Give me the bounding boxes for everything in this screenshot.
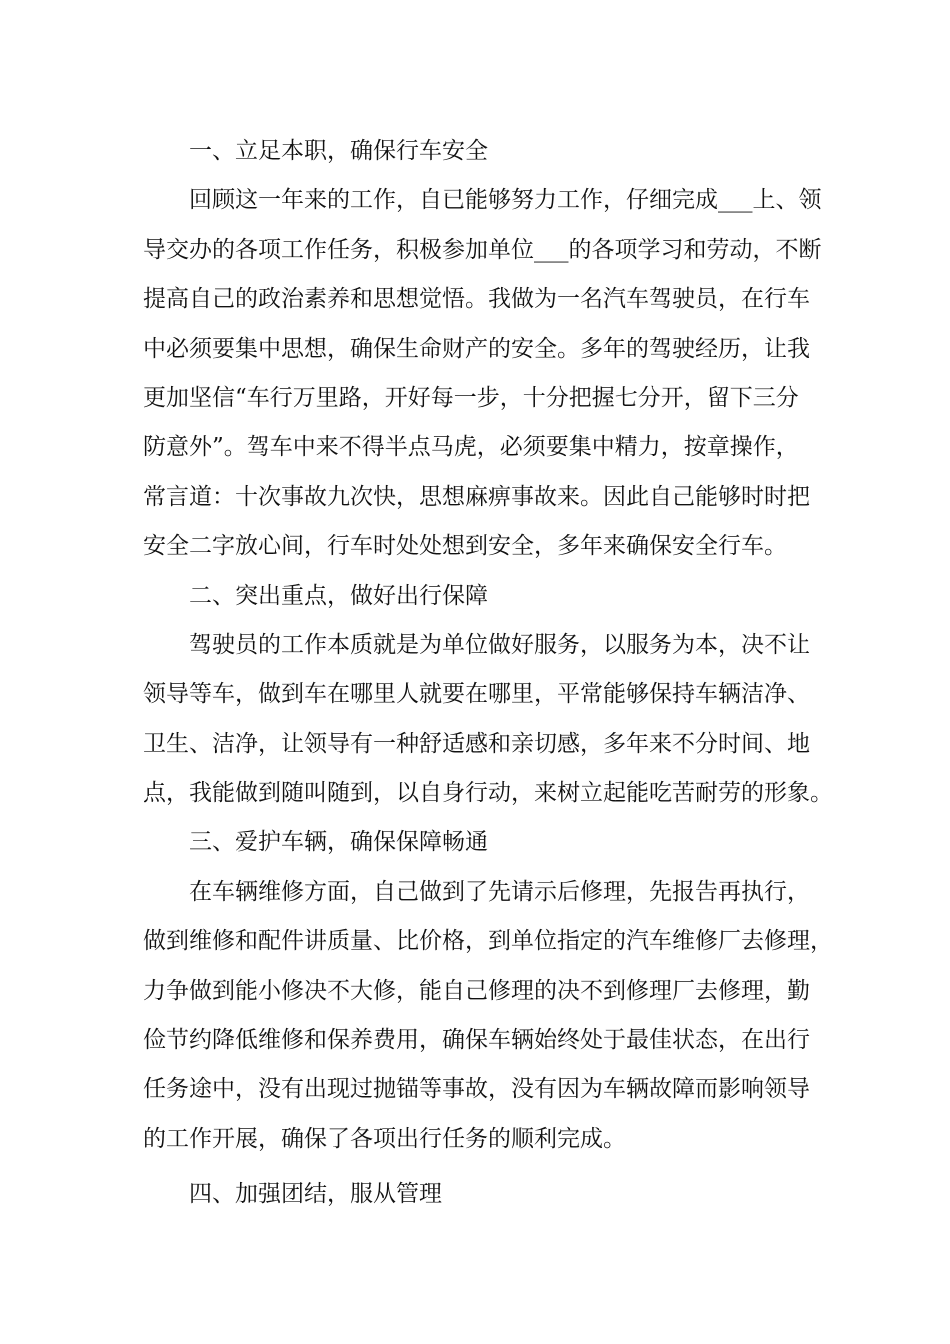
- paragraph-line: 提高自己的政治素养和思想觉悟。我做为一名汽车驾驶员，在行车: [143, 286, 810, 313]
- section-heading-3: 三、爱护车辆，确保保障畅通: [189, 829, 488, 856]
- paragraph-line: 回顾这一年来的工作，自已能够努力工作，仔细完成___上、领: [189, 187, 822, 214]
- paragraph-line: 力争做到能小修决不大修，能自己修理的决不到修理厂去修理，勤: [143, 977, 810, 1004]
- paragraph-line: 点，我能做到随叫随到，以自身行动，来树立起能吃苦耐劳的形象。: [143, 780, 833, 807]
- paragraph-line: 的工作开展，确保了各项出行任务的顺利完成。: [143, 1125, 626, 1152]
- paragraph-line: 导交办的各项工作任务，积极参加单位___的各项学习和劳动，不断: [143, 236, 822, 263]
- section-heading-4: 四、加强团结，服从管理: [189, 1181, 442, 1208]
- paragraph-line: 在车辆维修方面，自己做到了先请示后修理，先报告再执行，: [189, 878, 810, 905]
- paragraph-line: 防意外”。驾车中来不得半点马虎，必须要集中精力，按章操作，: [143, 434, 799, 461]
- document-body: [143, 127, 843, 1220]
- paragraph-line: 安全二字放心间，行车时处处想到安全，多年来确保安全行车。: [143, 533, 787, 560]
- paragraph-line: 任务途中，没有出现过抛锚等事故，没有因为车辆故障而影响领导: [143, 1076, 810, 1103]
- paragraph-line: 中必须要集中思想，确保生命财产的安全。多年的驾驶经历，让我: [143, 335, 810, 362]
- paragraph-line: 卫生、洁净，让领导有一种舒适感和亲切感，多年来不分时间、地: [143, 730, 810, 757]
- paragraph-line: 更加坚信“车行万里路，开好每一步，十分把握七分开，留下三分: [143, 384, 799, 411]
- section-heading-1: 一、立足本职，确保行车安全: [189, 138, 488, 164]
- paragraph-line: 俭节约降低维修和保养费用，确保车辆始终处于最佳状态，在出行: [143, 1027, 810, 1054]
- paragraph-line: 常言道：十次事故九次快，思想麻痹事故来。因此自己能够时时把: [143, 483, 810, 510]
- section-heading-2: 二、突出重点，做好出行保障: [189, 582, 488, 609]
- paragraph-line: 驾驶员的工作本质就是为单位做好服务，以服务为本，决不让: [189, 631, 810, 658]
- paragraph-line: 做到维修和配件讲质量、比价格，到单位指定的汽车维修厂去修理，: [143, 928, 833, 955]
- paragraph-line: 领导等车，做到车在哪里人就要在哪里，平常能够保持车辆洁净、: [143, 681, 810, 708]
